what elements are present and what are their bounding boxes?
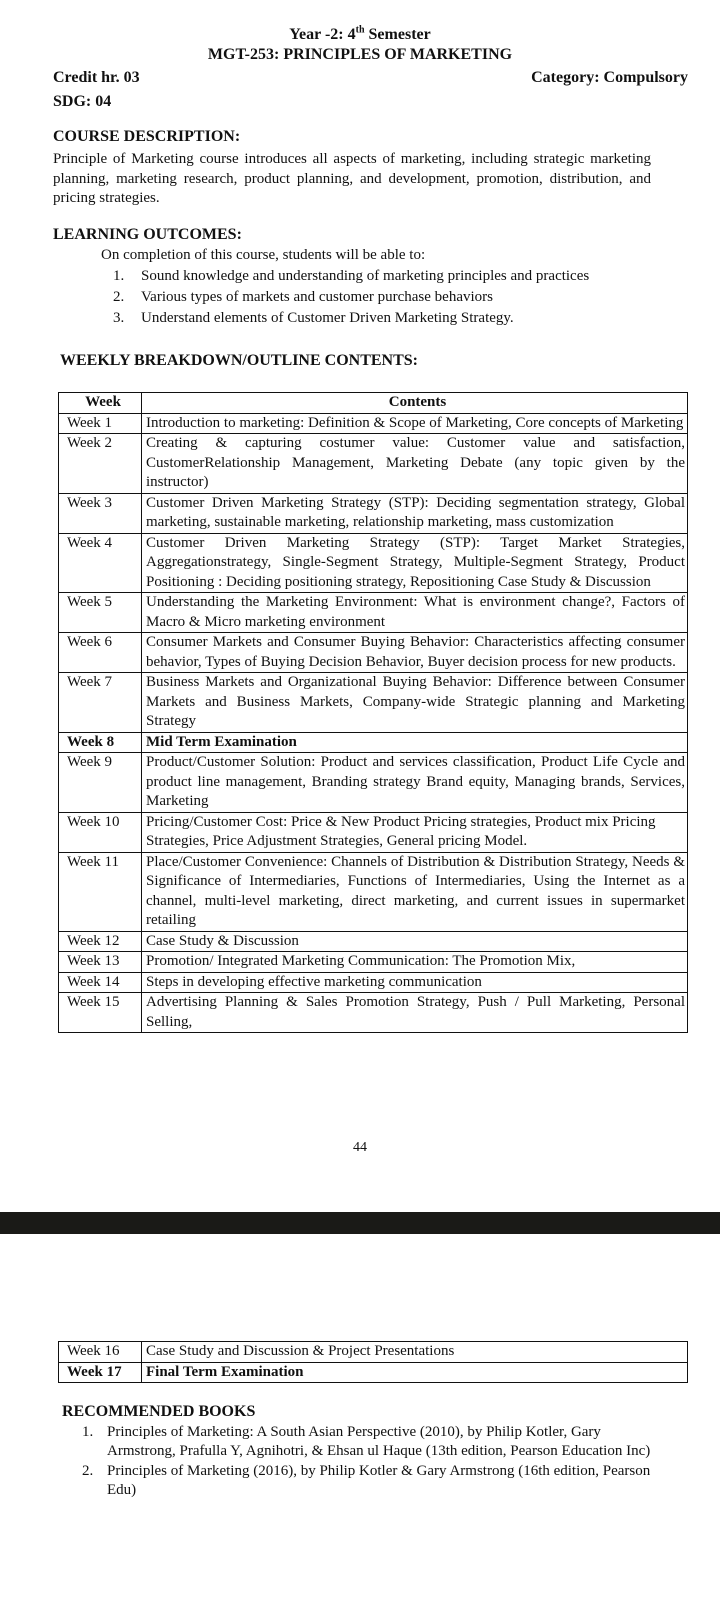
week-cell: Week 14: [59, 972, 142, 993]
week-cell: Week 5: [59, 593, 142, 633]
table-row: [59, 812, 688, 852]
week-cell: Week 2: [59, 434, 142, 494]
week-cell: Week 15: [59, 993, 142, 1033]
week-cell: Week 16: [59, 1342, 142, 1363]
book-item: [82, 1423, 672, 1461]
course-title: MGT-253: PRINCIPLES OF MARKETING: [207, 46, 513, 63]
week-cell: Week 9: [59, 753, 142, 813]
week-cell: Week 13: [59, 952, 142, 973]
table-row: [59, 993, 688, 1033]
week-cell: Week 3: [59, 493, 142, 533]
table-row: [59, 852, 688, 931]
page-divider: [0, 1212, 720, 1234]
week-cell: Week 6: [59, 633, 142, 673]
book-number: 2.: [82, 1463, 94, 1479]
table-row: [59, 533, 688, 593]
table-row: [59, 673, 688, 733]
week-cell: Week 8: [59, 732, 142, 753]
table-row: [59, 413, 688, 434]
table-row: [59, 593, 688, 633]
book-text: Principles of Marketing: A South Asian Perspective (2010), by Philip Kotler, Gary Armstrong, Prafulla Y, Agnihotri, & Ehsan ul Haque (13th edition, Pearson Education Inc): [107, 1424, 651, 1459]
week-cell: Week 11: [59, 852, 142, 931]
outcome-number: 3.: [113, 310, 125, 326]
outcome-number: 1.: [113, 268, 125, 284]
learning-outcomes-list: [113, 266, 589, 329]
semester-text: Semester: [364, 26, 431, 43]
week-cell: Week 10: [59, 812, 142, 852]
table-row-midterm: [59, 732, 688, 753]
table-row: [59, 493, 688, 533]
contents-line: Pricing/Customer Cost: Price & New Product Pricing strategies, Product mix Pricing: [146, 813, 656, 830]
contents-cell: Case Study & Discussion: [142, 931, 688, 952]
table-row: [59, 952, 688, 973]
weekly-breakdown-table: [58, 392, 688, 1033]
outcome-number: 2.: [113, 289, 125, 305]
week-cell: Week 1: [59, 413, 142, 434]
outcome-item: [113, 308, 589, 329]
course-description-text: Principle of Marketing course introduces all aspects of marketing, including strategic marketing planning, marketing research, product planning, and development, promotion, distribution, and pricing strategies.: [53, 151, 651, 206]
contents-cell: Customer Driven Marketing Strategy (STP): Target Market Strategies, Aggregationstrategy, Single-Segment Strategy, Multiple-Segment Strategy, Product Positioning : Deciding positioning strategy, Repositioning Case Study & Discussion: [142, 533, 688, 593]
contents-cell: Case Study and Discussion & Project Presentations: [142, 1342, 688, 1363]
table-row: [59, 972, 688, 993]
table-header-row: [59, 393, 688, 414]
contents-cell: [142, 812, 688, 852]
year-text: Year -2: 4: [289, 26, 356, 43]
contents-cell: Promotion/ Integrated Marketing Communication: The Promotion Mix,: [142, 952, 688, 973]
contents-cell: Final Term Examination: [142, 1362, 688, 1383]
week-cell: Week 7: [59, 673, 142, 733]
year-semester-heading: [0, 25, 720, 45]
outcome-text: Various types of markets and customer purchase behaviors: [141, 289, 493, 305]
week-column-header: Week: [59, 393, 142, 414]
table-row: [59, 931, 688, 952]
contents-line: Strategies, Price Adjustment Strategies, General pricing Model.: [146, 833, 528, 849]
learning-outcomes-intro: On completion of this course, students will be able to:: [101, 247, 426, 263]
course-description-title: COURSE DESCRIPTION:: [53, 128, 241, 145]
week-cell: Week 17: [59, 1362, 142, 1383]
week-cell: Week 12: [59, 931, 142, 952]
recommended-books-list: [82, 1423, 672, 1501]
contents-cell: Place/Customer Convenience: Channels of Distribution & Distribution Strategy, Needs & Significance of Intermediaries, Functions of Intermediaries, Using the Internet as a channel, multi-level marketing, direct marketing, and current issues in supermarket retailing: [142, 852, 688, 931]
learning-outcomes-title: LEARNING OUTCOMES:: [53, 226, 242, 243]
credit-hours: Credit hr. 03: [53, 69, 140, 86]
contents-cell: Product/Customer Solution: Product and services classification, Product Life Cycle and product line management, Branding strategy Brand equity, Managing brands, Services, Marketing: [142, 753, 688, 813]
week-cell: Week 4: [59, 533, 142, 593]
sdg-label: SDG: 04: [53, 93, 112, 110]
table-row: [59, 633, 688, 673]
course-category: Category: Compulsory: [531, 69, 688, 86]
weekly-breakdown-title: WEEKLY BREAKDOWN/OUTLINE CONTENTS:: [60, 352, 418, 369]
outcome-text: Sound knowledge and understanding of marketing principles and practices: [141, 268, 590, 284]
recommended-books-title: RECOMMENDED BOOKS: [62, 1403, 256, 1420]
contents-cell: Mid Term Examination: [142, 732, 688, 753]
table-row-final-exam: [59, 1362, 688, 1383]
contents-cell: Advertising Planning & Sales Promotion Strategy, Push / Pull Marketing, Personal Selling,: [142, 993, 688, 1033]
contents-cell: Steps in developing effective marketing communication: [142, 972, 688, 993]
outcome-text: Understand elements of Customer Driven Marketing Strategy.: [141, 310, 514, 326]
contents-cell: Understanding the Marketing Environment: What is environment change?, Factors of Macro & Micro marketing environment: [142, 593, 688, 633]
weekly-breakdown-table-continued: [58, 1341, 688, 1383]
contents-cell: Customer Driven Marketing Strategy (STP): Deciding segmentation strategy, Global marketing, sustainable marketing, relationship marketing, mass customization: [142, 493, 688, 533]
outcome-item: [113, 287, 589, 308]
contents-cell: Introduction to marketing: Definition & Scope of Marketing, Core concepts of Marketing: [142, 413, 688, 434]
outcome-item: [113, 266, 589, 287]
table-row: [59, 434, 688, 494]
table-row: [59, 753, 688, 813]
page-number: 44: [353, 1140, 367, 1155]
table-row: [59, 1342, 688, 1363]
ordinal-suffix: th: [355, 24, 365, 36]
contents-column-header: Contents: [142, 393, 688, 414]
book-text: Principles of Marketing (2016), by Philip Kotler & Gary Armstrong (16th edition, Pearson Edu): [107, 1463, 651, 1498]
book-number: 1.: [82, 1424, 94, 1440]
contents-cell: Consumer Markets and Consumer Buying Behavior: Characteristics affecting consumer behavior, Types of Buying Decision Behavior, Buyer decision process for new products.: [142, 633, 688, 673]
contents-cell: Creating & capturing costumer value: Customer value and satisfaction, CustomerRelationship Management, Marketing Debate (any topic given by the instructor): [142, 434, 688, 494]
contents-cell: Business Markets and Organizational Buying Behavior: Difference between Consumer Markets and Business Markets, Company-wide Strategic planning and Marketing Strategy: [142, 673, 688, 733]
book-item: [82, 1462, 672, 1500]
